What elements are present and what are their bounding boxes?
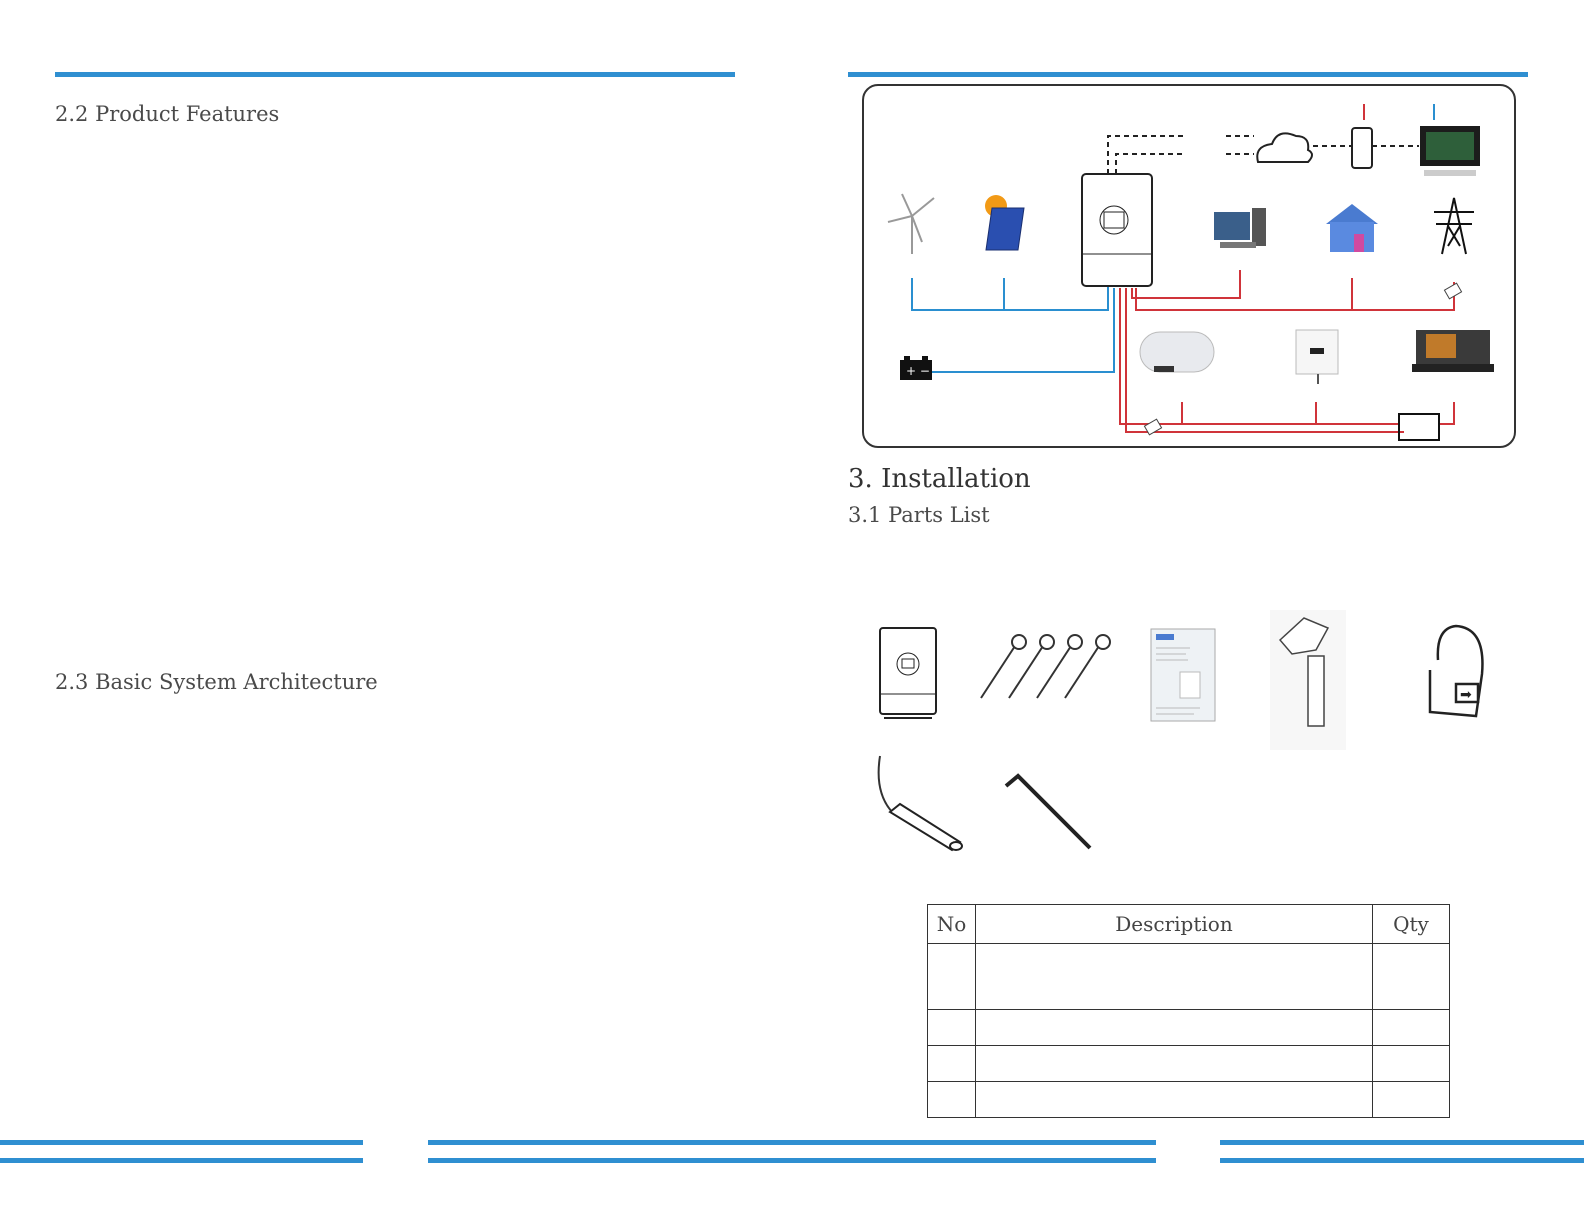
- power-tower-icon: [1434, 198, 1474, 254]
- ct-sensor-icon: [1444, 283, 1461, 299]
- user-manual-icon: [1150, 628, 1216, 722]
- top-bar-left: [55, 72, 735, 77]
- water-heater-icon: [1140, 332, 1214, 372]
- part-hex-key: [1004, 772, 1096, 852]
- footer-bar-center-lower: [428, 1158, 1156, 1163]
- parts-table: [927, 904, 1450, 1118]
- transfer-switch: [1399, 414, 1439, 440]
- monitor-icon: [1420, 126, 1480, 176]
- inverter-icon: [1082, 174, 1152, 286]
- cell-description: [976, 944, 1373, 1010]
- footer-bar-right-lower: [1220, 1158, 1584, 1163]
- table-header-row: [928, 905, 1450, 944]
- part-inverter: [876, 626, 940, 722]
- section-heading-product-features: 2.2 Product Features: [55, 102, 280, 126]
- system-architecture-diagram: [862, 84, 1516, 448]
- dc-lines: [912, 278, 1114, 372]
- cell-no: [928, 1010, 976, 1046]
- cloud-icon: [1257, 133, 1312, 162]
- part-expansion-bolts: [975, 632, 1127, 704]
- cell-qty: [1373, 944, 1450, 1010]
- cell-no: [928, 1082, 976, 1118]
- column-header-no: No: [928, 905, 976, 944]
- cell-description: [976, 1046, 1373, 1082]
- footer-bar-left-upper: [0, 1140, 363, 1145]
- small-inverter-icon: [1296, 330, 1338, 384]
- cell-no: [928, 944, 976, 1010]
- table-row: [928, 1046, 1450, 1082]
- column-header-description: Description: [976, 905, 1373, 944]
- part-temperature-sensor: [874, 754, 964, 854]
- cell-description: [976, 1010, 1373, 1046]
- part-wall-bracket: [1270, 610, 1346, 750]
- cell-description: [976, 1082, 1373, 1118]
- ct-clamp-icon: [1422, 620, 1496, 720]
- section-heading-parts-list: 3.1 Parts List: [848, 503, 990, 527]
- generator-icon: [1412, 330, 1494, 372]
- section-heading-system-architecture: 2.3 Basic System Architecture: [55, 670, 378, 694]
- column-header-qty: Qty: [1373, 905, 1450, 944]
- part-user-manual: [1150, 628, 1216, 722]
- temperature-sensor-icon: [874, 754, 964, 854]
- table-row: [928, 944, 1450, 1010]
- cell-no: [928, 1046, 976, 1082]
- cell-qty: [1373, 1046, 1450, 1082]
- battery-icon: [900, 356, 932, 380]
- cell-qty: [1373, 1010, 1450, 1046]
- svg-text:➡: ➡: [1460, 687, 1472, 703]
- wall-bracket-icon: [1270, 610, 1346, 750]
- table-row: [928, 1082, 1450, 1118]
- cell-qty: [1373, 1082, 1450, 1118]
- chapter-title: 3. Installation: [848, 464, 1031, 494]
- top-bar-right: [848, 72, 1528, 77]
- table-row: [928, 1010, 1450, 1046]
- smartphone-icon: [1352, 128, 1372, 168]
- desktop-computer-icon: [1214, 208, 1266, 248]
- part-ct-clamp: [1422, 620, 1496, 720]
- footer-bar-right-upper: [1220, 1140, 1584, 1145]
- footer-bar-center-upper: [428, 1140, 1156, 1145]
- solar-panel-icon: [985, 195, 1024, 250]
- wind-turbine-icon: [888, 194, 934, 254]
- inverter-icon: [876, 626, 940, 722]
- svg-text:+ −: + −: [906, 364, 930, 378]
- hex-key-icon: [1004, 772, 1096, 852]
- expansion-bolts-icon: [975, 632, 1127, 704]
- footer-bar-left-lower: [0, 1158, 363, 1163]
- house-icon: [1326, 204, 1378, 252]
